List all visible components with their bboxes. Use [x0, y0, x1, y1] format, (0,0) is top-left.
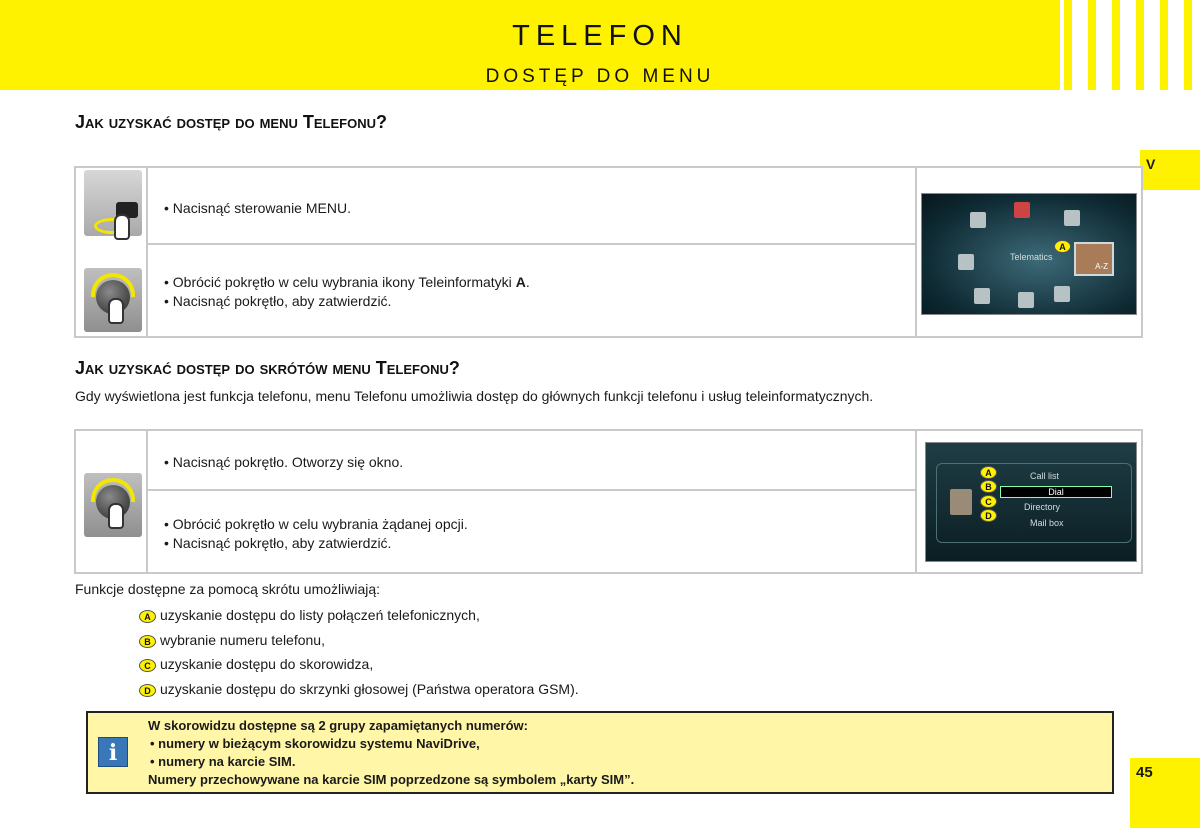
tools-icon [974, 288, 990, 304]
badge-a: A [1054, 240, 1071, 253]
section1-text-column [148, 168, 917, 336]
info-text: W skorowidzu dostępne są 2 grupy zapamiętanych numerów: • numery w bieżącym skorowidzu systemu NaviDrive, • numery na karcie SIM. Numery przechowywane na karcie SIM poprzedzone są symbolem „karty SIM”. [148, 717, 634, 789]
menu-item-call-list: Call list [1030, 471, 1060, 481]
book-icon [970, 212, 986, 228]
badge-a: A [980, 466, 997, 479]
menu-button-illustration [84, 170, 142, 236]
section1-step2 [148, 273, 915, 311]
badge-b: B [980, 480, 997, 493]
finger-press-icon [114, 214, 130, 240]
rotate-arrow-icon [91, 478, 135, 502]
functions-intro: Funkcje dostępne za pomocą skrótu umożliwiają: [75, 581, 381, 597]
menu-item-mail-box: Mail box [1030, 518, 1064, 528]
menu-screen-illustration [921, 193, 1137, 315]
section2-step2 [148, 515, 915, 553]
page-title: TELEFON [512, 20, 688, 52]
step-text: • Nacisnąć pokrętło, aby zatwierdzić. [164, 292, 915, 311]
section2-icons-column [76, 431, 148, 572]
rotary-knob-illustration [84, 473, 142, 537]
page-number: 45 [1130, 758, 1200, 828]
row-divider [148, 489, 915, 491]
step-text: • Nacisnąć pokrętło, aby zatwierdzić. [164, 534, 915, 553]
function-item-d: D uzyskanie dostępu do skrzynki głosowej (Państwa operatora GSM). [139, 681, 579, 697]
compass-icon [958, 254, 974, 270]
step-text: • Nacisnąć pokrętło. Otworzy się okno. [164, 454, 403, 470]
section2-title: Jak uzyskać dostęp do skrótów menu Telefonu? [75, 358, 460, 378]
audio-icon [1018, 292, 1034, 308]
info-icon: i [98, 737, 128, 767]
section1-icons-column [76, 168, 148, 336]
rotate-arrow-icon [91, 273, 135, 297]
badge-d: D [980, 509, 997, 522]
warning-icon [1014, 202, 1030, 218]
settings-icon [1054, 286, 1070, 302]
function-item-b: B wybranie numeru telefonu, [139, 632, 325, 648]
section1-title: Jak uzyskać dostęp do menu Telefonu? [75, 112, 387, 132]
step-text: • Obrócić pokrętło w celu wybrania ikony Teleinformatyki A. [164, 273, 915, 292]
section2-intro: Gdy wyświetlona jest funkcja telefonu, menu Telefonu umożliwia dostęp do głównych funkcji telefonu i usług teleinformatycznych. [75, 388, 874, 404]
badge-c: C [980, 495, 997, 508]
step-text: • Obrócić pokrętło w celu wybrania żądanej opcji. [164, 515, 915, 534]
section1-step1 [148, 199, 915, 218]
function-item-a: A uzyskanie dostępu do listy połączeń telefonicznych, [139, 607, 480, 623]
menu-item-directory: Directory [1024, 502, 1061, 512]
finger-press-icon [108, 503, 124, 529]
chapter-tab: V [1140, 150, 1200, 190]
section2-step1 [148, 453, 915, 472]
phone-menu-screen-illustration [925, 442, 1137, 562]
telematics-selected-icon: A-Z [1074, 242, 1114, 276]
section2-text-column [148, 431, 917, 572]
function-item-c: C uzyskanie dostępu do skorowidza, [139, 656, 373, 672]
page-subtitle: DOSTĘP DO MENU [485, 66, 715, 87]
car-icon [1064, 210, 1080, 226]
info-box [86, 711, 1114, 794]
row-divider [148, 243, 915, 245]
rotary-knob-illustration [84, 268, 142, 332]
menu-item-dial: Dial [1000, 486, 1112, 498]
section2-instruction-table [74, 429, 1143, 574]
screen-label: Telematics [1010, 252, 1053, 262]
step-text: • Nacisnąć sterowanie MENU. [164, 200, 351, 216]
finger-press-icon [108, 298, 124, 324]
section1-instruction-table [74, 166, 1143, 338]
